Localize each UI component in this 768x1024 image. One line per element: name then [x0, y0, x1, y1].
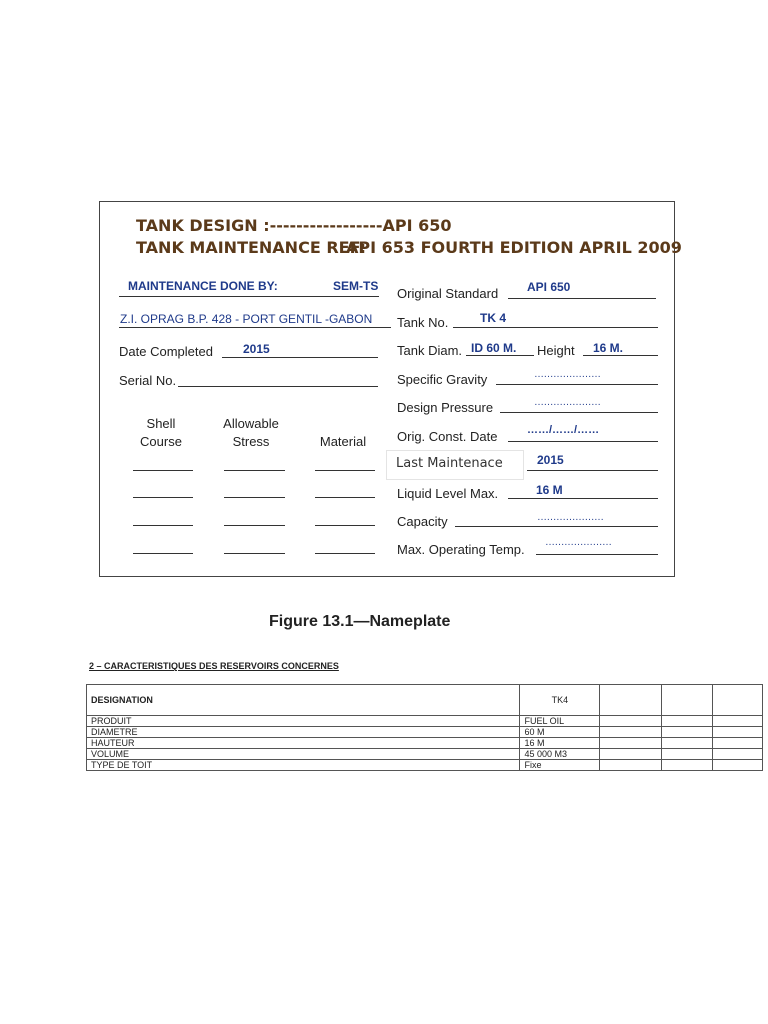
empty-cell [661, 727, 713, 738]
original-standard-value: API 650 [527, 280, 571, 294]
address: Z.I. OPRAG B.P. 428 - PORT GENTIL -GABON [120, 312, 373, 326]
blank-line [315, 525, 375, 526]
row-label: HAUTEUR [87, 738, 520, 749]
orig-const-date-label: Orig. Const. Date [397, 429, 498, 444]
date-completed-value: 2015 [243, 342, 270, 356]
orig-const-date-value: ……/……/…… [527, 424, 600, 436]
specific-gravity-label: Specific Gravity [397, 372, 488, 387]
tank-no-label: Tank No. [397, 315, 449, 330]
row-label: DIAMETRE [87, 727, 520, 738]
blank-line [133, 497, 193, 498]
blank-line [315, 553, 375, 554]
blank-line [133, 525, 193, 526]
blank-line [224, 470, 285, 471]
address-underline [119, 327, 391, 328]
empty-cell [661, 716, 713, 727]
empty-cell [600, 716, 662, 727]
tank-no-line [453, 327, 658, 328]
empty-cell [600, 685, 662, 716]
row-value: 45 000 M3 [520, 749, 600, 760]
last-maintenance-label: Last Maintenace [396, 456, 503, 471]
blank-line [315, 470, 375, 471]
date-completed-line [222, 357, 378, 358]
original-standard-line [508, 298, 656, 299]
row-value: 16 M [520, 738, 600, 749]
height-label: Height [537, 343, 575, 358]
empty-cell [713, 716, 763, 727]
empty-cell [713, 727, 763, 738]
section-title: 2 – CARACTERISTIQUES DES RESERVOIRS CONCERNES [89, 661, 339, 671]
empty-cell [661, 685, 713, 716]
header-tk4: TK4 [520, 685, 600, 716]
capacity-label: Capacity [397, 514, 448, 529]
maintenance-ref-label: TANK MAINTENANCE REF: [136, 238, 367, 257]
column-allowable-stress: Allowable Stress [223, 416, 279, 449]
row-value: Fixe [520, 760, 600, 771]
empty-cell [713, 685, 763, 716]
empty-cell [661, 749, 713, 760]
capacity-value: ………………… [537, 512, 604, 523]
max-operating-temp-line [536, 554, 658, 555]
blank-line [224, 497, 285, 498]
table-row [87, 760, 763, 771]
empty-cell [600, 727, 662, 738]
capacity-line [455, 526, 658, 527]
empty-cell [713, 749, 763, 760]
tank-diam-line [466, 355, 534, 356]
serial-no-label: Serial No. [119, 373, 177, 388]
height-line [583, 355, 658, 356]
height-value: 16 M. [593, 341, 624, 355]
max-operating-temp-label: Max. Operating Temp. [397, 542, 525, 557]
row-label: VOLUME [87, 749, 520, 760]
serial-no-line [178, 386, 378, 387]
tank-diam-value: ID 60 M. [471, 341, 517, 355]
column-shell-course: Shell Course [140, 416, 182, 449]
empty-cell [713, 760, 763, 771]
last-maintenance-line [527, 470, 658, 471]
characteristics-table [86, 684, 763, 771]
column-material: Material [319, 434, 367, 449]
tank-no-value: TK 4 [480, 311, 507, 325]
max-operating-temp-value: ………………… [545, 537, 612, 548]
last-maintenance-value: 2015 [537, 453, 564, 467]
design-pressure-label: Design Pressure [397, 400, 494, 415]
liquid-level-label: Liquid Level Max. [397, 486, 499, 501]
empty-cell [661, 738, 713, 749]
date-completed-label: Date Completed [119, 344, 213, 359]
empty-cell [600, 749, 662, 760]
table-header-row [87, 685, 763, 716]
design-pressure-value: ………………… [534, 397, 601, 408]
blank-line [133, 553, 193, 554]
blank-line [315, 497, 375, 498]
table-row [87, 749, 763, 760]
liquid-level-line [508, 498, 658, 499]
tank-design-line: TANK DESIGN :-----------------API 650 [136, 216, 452, 235]
table-row [87, 716, 763, 727]
liquid-level-value: 16 M [536, 483, 563, 497]
blank-line [224, 525, 285, 526]
design-pressure-line [500, 412, 658, 413]
maintenance-by-label: MAINTENANCE DONE BY: [128, 279, 278, 293]
empty-cell [661, 760, 713, 771]
row-label: TYPE DE TOIT [87, 760, 520, 771]
tank-diam-label: Tank Diam. [397, 343, 463, 358]
header-designation: DESIGNATION [87, 685, 520, 716]
specific-gravity-line [496, 384, 658, 385]
row-value: FUEL OIL [520, 716, 600, 727]
row-value: 60 M [520, 727, 600, 738]
maintenance-ref-value: API 653 FOURTH EDITION APRIL 2009 [346, 238, 682, 257]
figure-caption: Figure 13.1—Nameplate [269, 613, 451, 630]
row-label: PRODUIT [87, 716, 520, 727]
empty-cell [713, 738, 763, 749]
maintenance-by-value: SEM-TS [333, 279, 379, 293]
blank-line [224, 553, 285, 554]
maintenance-by-underline [119, 296, 379, 297]
empty-cell [600, 738, 662, 749]
blank-line [133, 470, 193, 471]
orig-const-date-line [508, 441, 658, 442]
table-row [87, 738, 763, 749]
table-row [87, 727, 763, 738]
empty-cell [600, 760, 662, 771]
original-standard-label: Original Standard [397, 286, 499, 301]
specific-gravity-value: ………………… [534, 369, 601, 380]
